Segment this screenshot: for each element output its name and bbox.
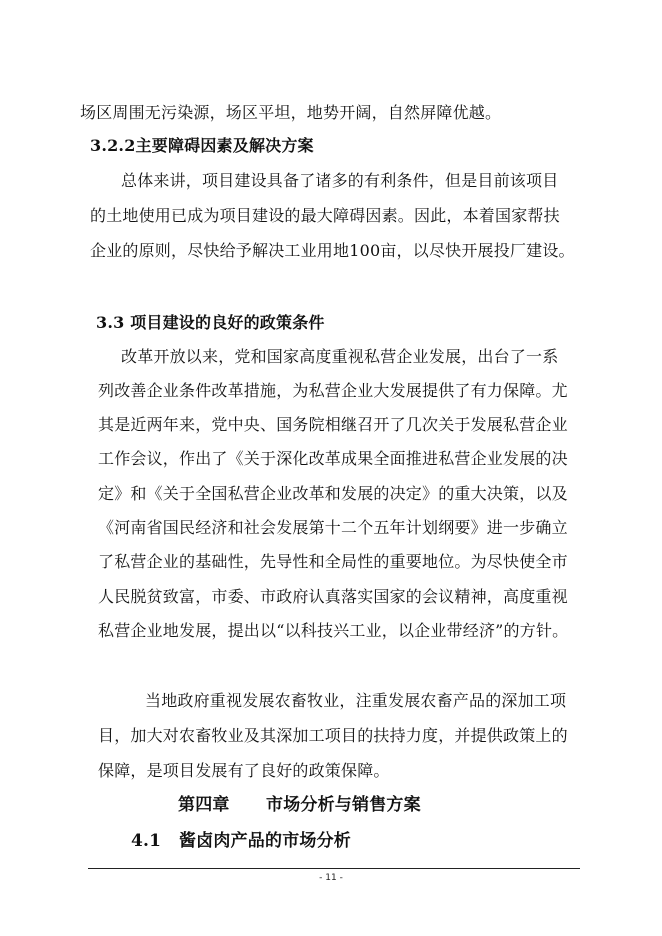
paragraph-line: 《河南省国民经济和社会发展第十二个五年计划纲要》进一步确立	[98, 518, 568, 537]
intro-line: 场区周围无污染源，场区平坦，地势开阔，自然屏障优越。	[80, 103, 502, 122]
page-number: - 11 -	[319, 873, 343, 883]
paragraph-line: 其是近两年来，党中央、国务院相继召开了几次关于发展私营企业	[98, 415, 568, 434]
paragraph-line: 定》和《关于全国私营企业改革和发展的决定》的重大决策，以及	[98, 484, 568, 503]
paragraph-line: 企业的原则，尽快给予解决工业用地100亩，以尽快开展投厂建设。	[90, 241, 575, 260]
chapter-4-subtitle: 市场分析与销售方案	[266, 795, 421, 815]
section-3-2-2-heading: 3.2.2主要障碍因素及解决方案	[90, 136, 314, 155]
paragraph-line: 保障，是项目发展有了良好的政策保障。	[98, 761, 390, 780]
paragraph-line: 了私营企业的基础性，先导性和全局性的重要地位。为尽快使全市	[98, 552, 568, 571]
paragraph-line: 总体来讲，项目建设具备了诸多的有利条件，但是目前该项目	[121, 171, 559, 190]
section-4-1-title: 酱卤肉产品的市场分析	[179, 831, 351, 851]
footer-divider	[88, 868, 580, 869]
section-4-1-number: 4.1	[131, 831, 162, 851]
paragraph-line: 的土地使用已成为项目建设的最大障碍因素。因此，本着国家帮扶	[90, 206, 560, 225]
paragraph-line: 工作会议，作出了《关于深化改革成果全面推进私营企业发展的决	[98, 449, 568, 468]
paragraph-line: 当地政府重视发展农畜牧业，注重发展农畜产品的深加工项	[145, 691, 567, 710]
paragraph-line: 人民脱贫致富，市委、市政府认真落实国家的会议精神，高度重视	[98, 587, 568, 606]
chapter-4-title: 第四章	[178, 795, 230, 815]
section-3-3-heading: 3.3 项目建设的良好的政策条件	[96, 313, 325, 332]
paragraph-line: 私营企业地发展，提出以“以科技兴工业，以企业带经济”的方针。	[98, 621, 569, 640]
paragraph-line: 改革开放以来，党和国家高度重视私营企业发展，出台了一系	[121, 347, 559, 366]
paragraph-line: 目，加大对农畜牧业及其深加工项目的扶持力度，并提供政策上的	[98, 726, 568, 745]
paragraph-line: 列改善企业条件改革措施，为私营企业大发展提供了有力保障。尤	[98, 381, 568, 400]
